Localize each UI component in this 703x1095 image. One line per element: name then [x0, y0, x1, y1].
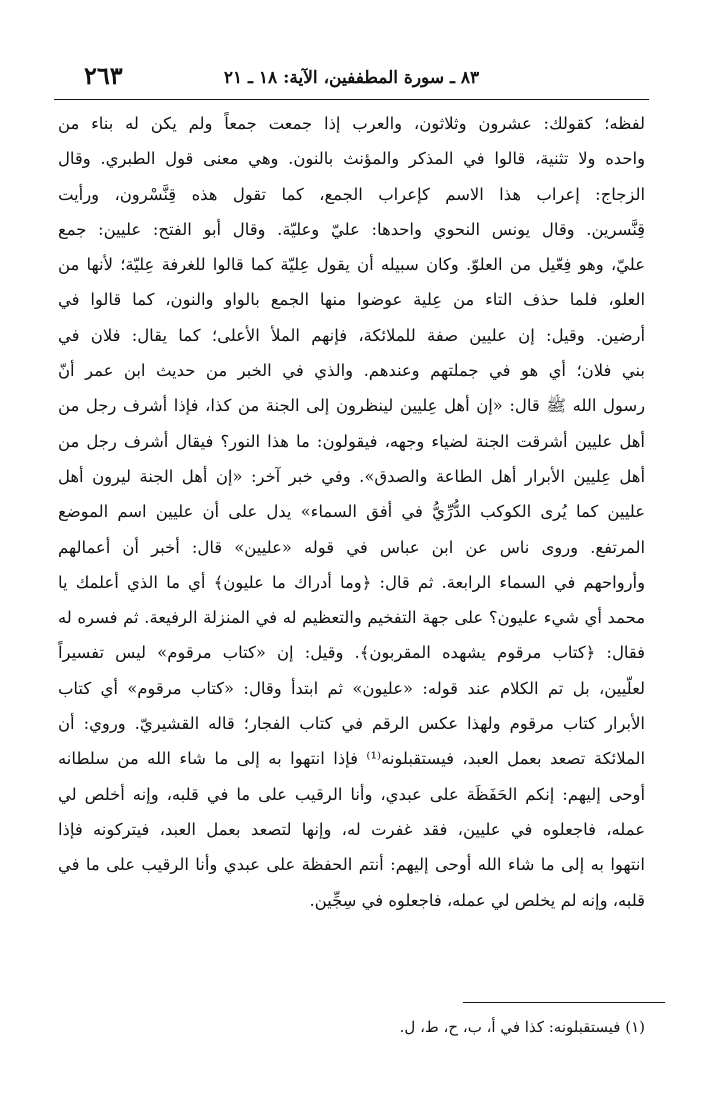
- text-line: عمله، فاجعلوه في عليين، فقد غفرت له، وإنها لتصعد بعمل العبد، فيتركونه فإذا: [58, 819, 645, 839]
- running-header: [50, 61, 653, 98]
- text-line: الزجاج: إعراب هذا الاسم كإعراب الجمع، كما تقول هذه قِنَّسْرون، ورأيت: [58, 184, 645, 204]
- footnote-rule: [463, 1002, 665, 1003]
- text-line: بني فلان؛ أي هو في جملتهم وعندهم. والذي في الخبر من حديث ابن عمر أنّ: [58, 361, 645, 381]
- text-line: أرضين. وقيل: إن عليين صفة للملائكة، فإنهم الملأ الأعلى؛ كما يقال: فلان في: [58, 325, 645, 345]
- page-number: ٢٦٣: [84, 61, 123, 90]
- text-line: فقال: ﴿كتاب مرقوم يشهده المقربون﴾. وقيل: إن «كتاب مرقوم» ليس تفسيراً: [58, 643, 645, 663]
- text-line: محمد أي شيء عليون؟ على جهة التفخيم والتعظيم له في المنزلة الرفيعة. ثم فسره له: [58, 608, 645, 628]
- text-line: وأرواحهم في السماء الرابعة. ثم قال: ﴿وما أدراك ما عليون﴾ أي ما الذي أعلمك يا: [58, 572, 645, 592]
- text-line: قلبه، وإنه لم يخلص لي عمله، فاجعلوه في سِجِّين.: [309, 890, 645, 910]
- text-line: لفظه؛ كقولك: عشرون وثلاثون، والعرب إذا جمعت جمعاً ولم يكن له بناء من: [58, 114, 645, 133]
- text-line: لعلّيين، بل تم الكلام عند قوله: «عليون» ثم ابتدأ وقال: «كتاب مرقوم» أي كتاب: [58, 678, 645, 698]
- text-line: المرتفع. وروى ناس عن ابن عباس في قوله «عليين» قال: أخبر أن أعمالهم: [58, 537, 645, 557]
- header-rule: [54, 99, 649, 100]
- text-line: رسول الله ﷺ قال: «إن أهل عِليين لينظرون إلى الجنة من كذا، فإذا أشرف رجل من: [58, 396, 645, 416]
- text-line: انتهوا به إلى ما شاء الله أوحى إليهم: أنتم الحفظة على عبدي وأنا الرقيب على ما في: [58, 855, 645, 875]
- body-text: [58, 106, 645, 918]
- text-line: العلو، فلما حذف التاء من عِلية عوضوا منها الجمع بالواو والنون، كما قالوا في: [58, 290, 645, 310]
- text-line: أوحى إليهم: إنكم الحَفَظَة على عبدي، وأنا الرقيب على ما في قلبه، وإنه أخلص لي: [58, 784, 645, 804]
- text-line: الملائكة تصعد بعمل العبد، فيستقبلونه⁽¹⁾ فإذا انتهوا به إلى ما شاء الله من سلطانه: [58, 749, 645, 769]
- text-line: عليين كما يُرى الكوكب الدُّرِّيُّ في أفق السماء» يدل على أن عليين اسم الموضع: [58, 502, 645, 522]
- header-title: ٨٣ ـ سورة المطففين، الآية: ١٨ ـ ٢١: [223, 68, 480, 88]
- text-line: أهل عليين أشرقت الجنة لضياء وجهه، فيقولون: ما هذا النور؟ فيقال أشرف رجل من: [58, 431, 645, 451]
- footnote: (١) فيستقبلونه: كذا في أ، ب، ح، ط، ل.: [399, 1018, 645, 1036]
- text-line: قِنَّسرين. وقال يونس النحوي واحدها: عليّ وعليّة. وقال أبو الفتح: عليين: جمع: [58, 219, 645, 239]
- text-line: عليّ، وهو فِعّيل من العلوّ. وكان سبيله أن يقول عِليّة كما قالوا للغرفة عِليّة؛ لأنها من: [58, 255, 645, 275]
- text-line: أهل عِليين الأبرار أهل الطاعة والصدق». وفي خبر آخر: «إن أهل الجنة ليرون أهل: [58, 466, 645, 486]
- text-line: الأبرار كتاب مرقوم ولهذا عكس الرقم في كتاب الفجار؛ قاله القشيريّ. وروي: أن: [58, 714, 645, 734]
- text-line: واحده ولا تثنية، قالوا في المذكر والمؤنث بالنون. وهي معنى قول الطبري. وقال: [58, 149, 645, 169]
